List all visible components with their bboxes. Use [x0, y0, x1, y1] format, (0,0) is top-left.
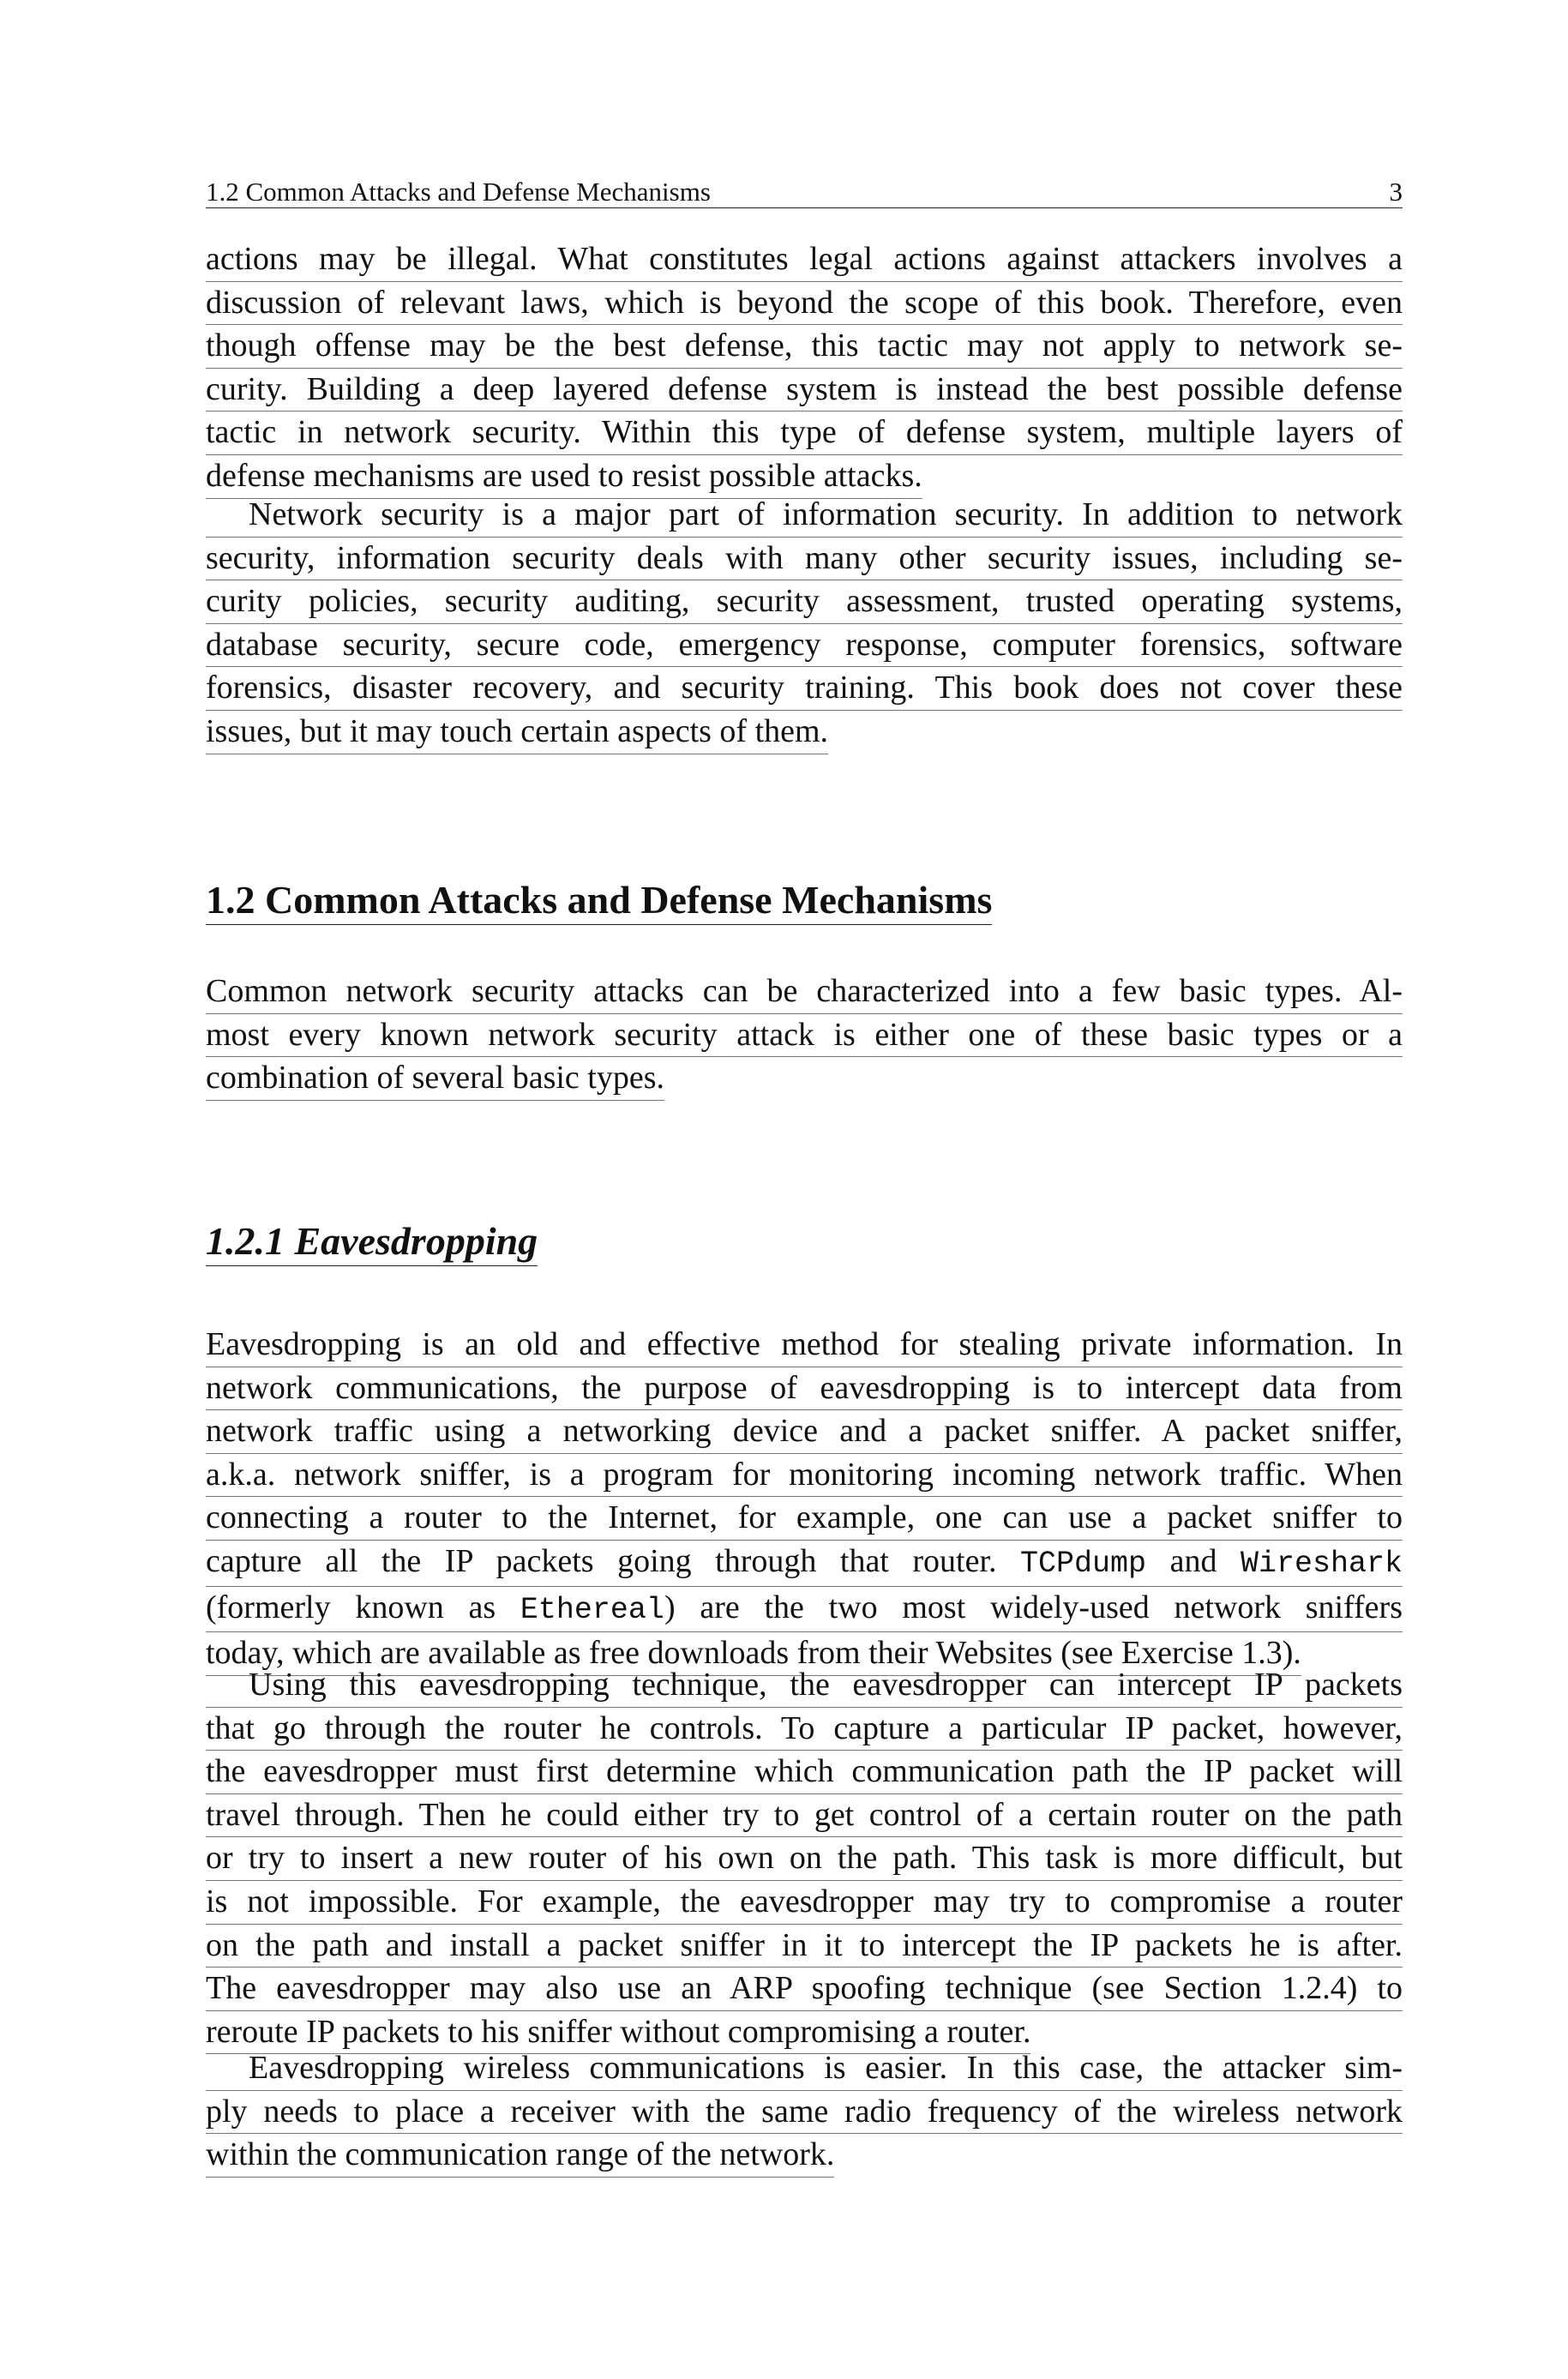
text-line: or try to insert a new router of his own on the path. This task is more difficult, but: [206, 1837, 1403, 1881]
tool-name-wireshark: Wireshark: [1240, 1546, 1403, 1581]
text-line: is not impossible. For example, the eavesdropper may try to compromise a router: [206, 1881, 1403, 1925]
eavesdropping-paragraph-1: [206, 1324, 1403, 1676]
text-line: database security, secure code, emergency response, computer forensics, software: [206, 624, 1403, 668]
text-line: security, information security deals with many other security issues, including se-: [206, 538, 1403, 581]
text-line: issues, but it may touch certain aspects of them.: [206, 711, 828, 754]
text-line: most every known network security attack is either one of these basic types or a: [206, 1014, 1403, 1058]
text-line: network traffic using a networking device and a packet sniffer. A packet sniffer,: [206, 1410, 1403, 1454]
text-line-with-tools: [206, 1587, 1403, 1633]
text-line: connecting a router to the Internet, for example, one can use a packet sniffer to: [206, 1497, 1403, 1541]
text-fragment: and: [1146, 1542, 1241, 1579]
text-line: curity policies, security auditing, security assessment, trusted operating systems,: [206, 580, 1403, 624]
section-heading: 1.2 Common Attacks and Defense Mechanisms: [206, 876, 992, 925]
text-line: curity. Building a deep layered defense system is instead the best possible defense: [206, 369, 1403, 412]
text-line: discussion of relevant laws, which is beyond the scope of this book. Therefore, even: [206, 282, 1403, 326]
subsection-heading: 1.2.1 Eavesdropping: [206, 1217, 538, 1266]
text-line: a.k.a. network sniffer, is a program for monitoring incoming network traffic. When: [206, 1454, 1403, 1498]
text-line: network communications, the purpose of eavesdropping is to intercept data from: [206, 1367, 1403, 1411]
section-intro-paragraph: [206, 970, 1403, 1101]
text-line: ply needs to place a receiver with the same radio frequency of the wireless network: [206, 2091, 1403, 2135]
running-title: 1.2 Common Attacks and Defense Mechanisms: [206, 177, 711, 207]
tool-name-ethereal: Ethereal: [520, 1592, 664, 1627]
text-line: Using this eavesdropping technique, the eavesdropper can intercept IP packets: [206, 1664, 1403, 1708]
text-line: forensics, disaster recovery, and security training. This book does not cover these: [206, 667, 1403, 711]
tool-name-tcpdump: TCPdump: [1020, 1546, 1147, 1581]
text-line: defense mechanisms are used to resist possible attacks.: [206, 455, 922, 499]
text-line: Network security is a major part of information security. In addition to network: [206, 494, 1403, 538]
text-line: Eavesdropping wireless communications is easier. In this case, the attacker sim-: [206, 2047, 1403, 2091]
text-fragment: ) are the two most widely-used network sniffers: [664, 1589, 1403, 1625]
text-line: Eavesdropping is an old and effective method for stealing private information. In: [206, 1324, 1403, 1367]
eavesdropping-paragraph-2: [206, 1664, 1403, 2054]
text-line: though offense may be the best defense, this tactic may not apply to network se-: [206, 325, 1403, 369]
text-line-with-tools: [206, 1541, 1403, 1587]
text-line: combination of several basic types.: [206, 1057, 664, 1101]
text-line: travel through. Then he could either try to get control of a certain router on the path: [206, 1794, 1403, 1838]
text-line: that go through the router he controls. To capture a particular IP packet, however,: [206, 1708, 1403, 1751]
text-line: today, which are available as free downloads from their Websites (see Exercise 1.3).: [206, 1632, 1301, 1676]
intro-paragraph-2: [206, 494, 1403, 754]
text-line: reroute IP packets to his sniffer without compromising a router.: [206, 2011, 1030, 2055]
text-line: Common network security attacks can be characterized into a few basic types. Al-: [206, 970, 1403, 1014]
text-line: The eavesdropper may also use an ARP spoofing technique (see Section 1.2.4) to: [206, 1967, 1403, 2011]
text-fragment: capture all the IP packets going through that router.: [206, 1542, 1021, 1579]
eavesdropping-paragraph-3: [206, 2047, 1403, 2178]
text-line: tactic in network security. Within this type of defense system, multiple layers of: [206, 412, 1403, 455]
text-line: actions may be illegal. What constitutes legal actions against attackers involves a: [206, 238, 1403, 282]
text-line: the eavesdropper must first determine which communication path the IP packet will: [206, 1751, 1403, 1794]
text-fragment: (formerly known as: [206, 1589, 520, 1625]
text-line: on the path and install a packet sniffer in it to intercept the IP packets he is after.: [206, 1925, 1403, 1968]
text-line: within the communication range of the network.: [206, 2134, 834, 2178]
page-number: 3: [1389, 177, 1403, 207]
intro-paragraph-1: [206, 238, 1403, 499]
running-header: [206, 177, 1403, 208]
